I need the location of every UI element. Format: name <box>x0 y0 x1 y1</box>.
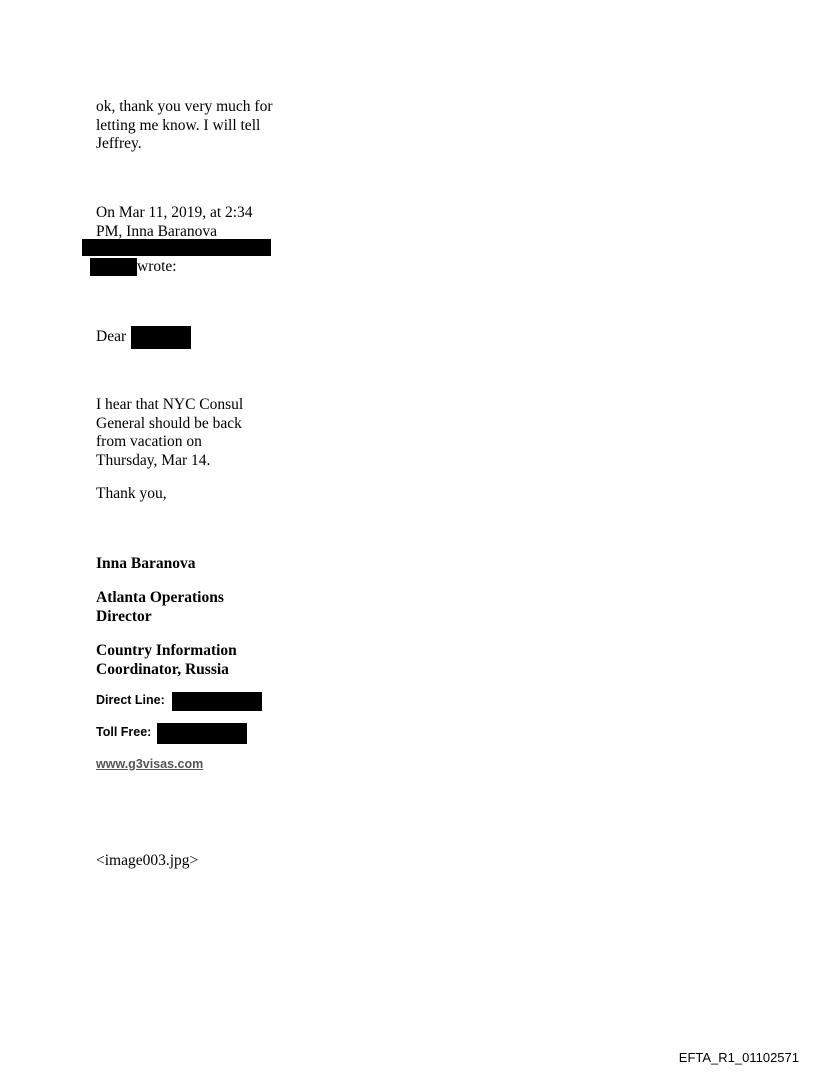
body-line: from vacation on <box>96 433 202 450</box>
greeting-text: Dear <box>96 328 127 345</box>
signature-role <box>96 642 286 679</box>
closing: Thank you, <box>96 485 167 502</box>
reply-line: Jeffrey. <box>96 135 142 152</box>
quote-header-line: PM, Inna Baranova <box>96 222 217 240</box>
document-id: EFTA_R1_01102571 <box>678 1050 799 1065</box>
signature-name: Inna Baranova <box>96 555 196 572</box>
reply-line: letting me know. I will tell <box>96 116 261 134</box>
quote-wrote: wrote: <box>137 258 177 275</box>
signature-role-line: Country Information <box>96 642 237 659</box>
reply-line: ok, thank you very much for <box>96 98 273 115</box>
quote-header-line: On Mar 11, 2019, at 2:34 <box>96 204 253 221</box>
direct-line-label: Direct Line: <box>96 693 165 707</box>
body-line: Thursday, Mar 14. <box>96 451 211 469</box>
redaction-recipient-name <box>131 326 191 349</box>
body-line: I hear that NYC Consul <box>96 396 244 413</box>
body-line: General should be back <box>96 414 242 432</box>
website-link[interactable]: www.g3visas.com <box>96 757 204 771</box>
toll-free-label: Toll Free: <box>96 725 152 739</box>
message-body <box>96 396 286 470</box>
quote-header <box>96 204 286 241</box>
redaction-direct-line <box>172 692 262 711</box>
redaction-toll-free <box>157 723 247 744</box>
redaction-email-address <box>82 239 271 256</box>
signature-title <box>96 589 286 626</box>
signature-title-line: Atlanta Operations <box>96 589 224 606</box>
reply-text <box>96 98 286 154</box>
greeting <box>96 328 126 347</box>
signature-title-line: Director <box>96 607 152 625</box>
redaction-email-address-tail <box>90 258 137 276</box>
attachment-placeholder: <image003.jpg> <box>96 852 199 869</box>
signature-role-line: Coordinator, Russia <box>96 660 229 678</box>
